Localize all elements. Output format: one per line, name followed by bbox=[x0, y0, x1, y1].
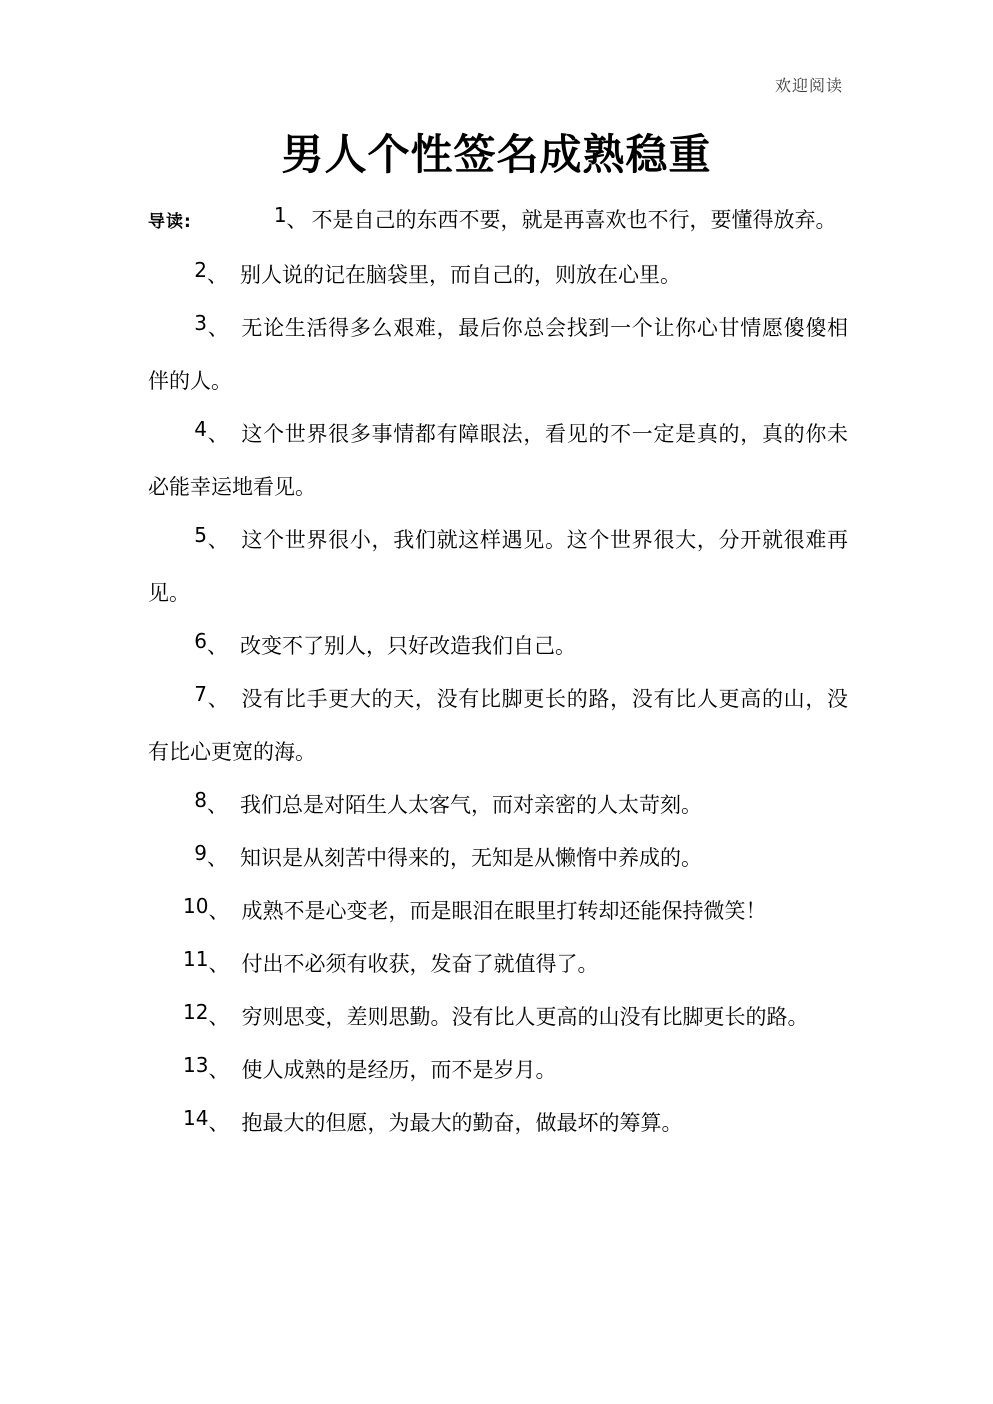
enum-comma: 、 bbox=[286, 208, 308, 232]
quote-text: 不是自己的东西不要，就是再喜欢也不行，要懂得放弃。 bbox=[311, 208, 837, 232]
quote-item bbox=[148, 194, 848, 249]
quote-text: 成熟不是心变老，而是眼泪在眼里打转却还能保持微笑！ bbox=[241, 899, 767, 923]
enum-comma: 、 bbox=[207, 846, 228, 870]
quote-item bbox=[148, 408, 848, 514]
quote-number: 13 bbox=[183, 1053, 209, 1077]
quote-number: 10 bbox=[183, 894, 209, 918]
enum-comma: 、 bbox=[208, 952, 230, 976]
page-title: 男人个性签名成熟稳重 bbox=[281, 130, 712, 179]
quote-number: 3 bbox=[194, 311, 207, 335]
enum-comma: 、 bbox=[208, 1058, 230, 1082]
quote-item bbox=[148, 249, 848, 302]
enum-comma: 、 bbox=[208, 1111, 230, 1135]
enum-comma: 、 bbox=[207, 316, 230, 340]
quote-number: 1 bbox=[273, 203, 287, 227]
quote-number: 9 bbox=[194, 841, 207, 865]
quote-text: 别人说的记在脑袋里，而自己的，则放在心里。 bbox=[240, 263, 681, 287]
quote-text: 改变不了别人，只好改造我们自己。 bbox=[240, 634, 576, 658]
quote-item bbox=[148, 620, 848, 673]
header-note: 欢迎阅读 bbox=[774, 76, 843, 95]
quote-item bbox=[148, 1097, 848, 1150]
quote-number: 12 bbox=[183, 1000, 209, 1024]
enum-comma: 、 bbox=[207, 422, 230, 446]
quote-item bbox=[148, 1044, 848, 1097]
enum-comma: 、 bbox=[208, 1005, 230, 1029]
quote-text: 我们总是对陌生人太客气，而对亲密的人太苛刻。 bbox=[240, 793, 702, 817]
quote-number: 4 bbox=[194, 417, 207, 441]
quote-text: 这个世界很小，我们就这样遇见。这个世界很大，分开就很难再见。 bbox=[148, 528, 849, 605]
quote-number: 14 bbox=[183, 1106, 209, 1130]
quote-number: 6 bbox=[194, 629, 207, 653]
enum-comma: 、 bbox=[207, 793, 228, 817]
quote-item bbox=[148, 302, 848, 408]
quote-item bbox=[148, 991, 848, 1044]
enum-comma: 、 bbox=[207, 634, 228, 658]
enum-comma: 、 bbox=[207, 687, 230, 711]
quote-item bbox=[148, 832, 848, 885]
quote-number: 5 bbox=[194, 523, 207, 547]
quote-text: 知识是从刻苦中得来的，无知是从懒惰中养成的。 bbox=[240, 846, 702, 870]
enum-comma: 、 bbox=[208, 899, 230, 923]
quote-text: 抱最大的但愿，为最大的勤奋，做最坏的筹算。 bbox=[241, 1111, 683, 1135]
quote-text: 付出不必须有收获，发奋了就值得了。 bbox=[241, 952, 599, 976]
quote-text: 使人成熟的是经历，而不是岁月。 bbox=[241, 1058, 557, 1082]
quote-item bbox=[148, 779, 848, 832]
quote-text: 无论生活得多么艰难，最后你总会找到一个让你心甘情愿傻傻相伴的人。 bbox=[148, 316, 849, 393]
quote-number: 11 bbox=[183, 947, 209, 971]
quote-item bbox=[148, 673, 848, 779]
quote-item bbox=[148, 938, 848, 991]
quote-item bbox=[148, 514, 848, 620]
quote-number: 8 bbox=[194, 788, 207, 812]
quote-number: 2 bbox=[194, 258, 207, 282]
enum-comma: 、 bbox=[207, 263, 228, 287]
quote-text: 没有比手更大的天，没有比脚更长的路，没有比人更高的山，没有比心更宽的海。 bbox=[148, 687, 849, 764]
quote-text: 这个世界很多事情都有障眼法，看见的不一定是真的，真的你未必能幸运地看见。 bbox=[148, 422, 849, 499]
enum-comma: 、 bbox=[207, 528, 230, 552]
quote-number: 7 bbox=[194, 682, 207, 706]
lead-label: 导读: bbox=[148, 212, 192, 232]
quote-text: 穷则思变，差则思勤。没有比人更高的山没有比脚更长的路。 bbox=[241, 1005, 809, 1029]
quote-item bbox=[148, 885, 848, 938]
quote-list bbox=[148, 194, 848, 1150]
